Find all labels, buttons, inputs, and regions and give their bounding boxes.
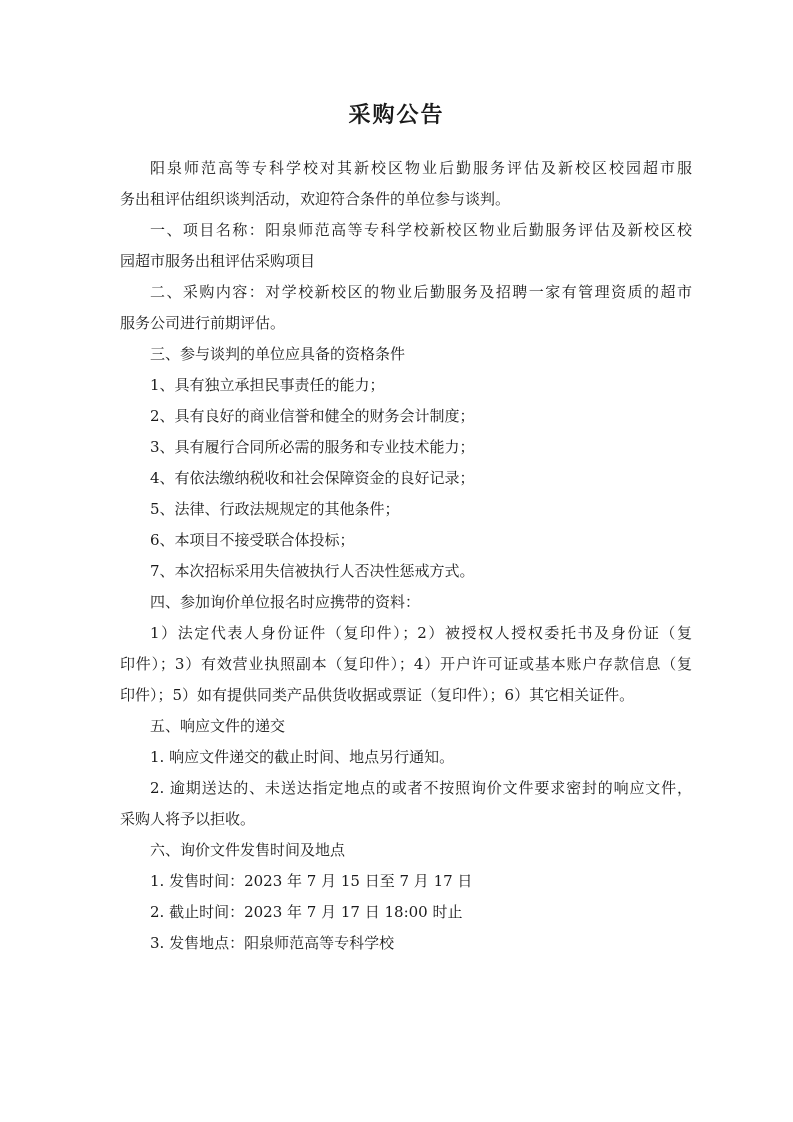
sale-item: 3. 发售地点：阳泉师范高等专科学校 [150, 934, 395, 952]
qualifications-heading: 三、参与谈判的单位应具备的资格条件 [150, 345, 406, 363]
intro-line-2: 务出租评估组织谈判活动，欢迎符合条件的单位参与谈判。 [120, 190, 511, 208]
registration-heading: 四、参加询价单位报名时应携带的资料： [150, 593, 421, 611]
qualification-item: 4、有依法缴纳税收和社会保障资金的良好记录； [150, 469, 475, 487]
registration-line-2: 印件）；3）有效营业执照副本（复印件）；4）开户许可证或基本账户存款信息（复 [120, 655, 692, 673]
response-heading: 五、响应文件的递交 [150, 717, 286, 735]
qualification-item: 3、具有履行合同所必需的服务和专业技术能力； [150, 438, 475, 456]
response-section [120, 711, 692, 835]
response-item-2-line-1: 2. 逾期送达的、未送达指定地点的或者不按照询价文件要求密封的响应文件， [150, 779, 692, 797]
sale-heading: 六、询价文件发售时间及地点 [150, 841, 346, 859]
response-item-1: 1. 响应文件递交的截止时间、地点另行通知。 [150, 748, 455, 766]
procurement-content-line-1: 二、采购内容：对学校新校区的物业后勤服务及招聘一家有管理资质的超市 [150, 283, 692, 301]
document-body [120, 153, 692, 959]
qualification-item: 6、本项目不接受联合体投标； [150, 531, 355, 549]
intro-paragraph [120, 153, 692, 215]
response-item-2-line-2: 采购人将予以拒收。 [120, 810, 256, 828]
procurement-content-paragraph [120, 277, 692, 339]
qualification-item: 7、本次招标采用失信被执行人否决性惩戒方式。 [150, 562, 475, 580]
registration-line-3: 印件）；5）如有提供同类产品供货收据或票证（复印件）；6）其它相关证件。 [120, 686, 635, 704]
registration-section [120, 587, 692, 711]
sale-item: 1. 发售时间：2023 年 7 月 15 日至 7 月 17 日 [150, 872, 473, 890]
sale-section [120, 835, 692, 959]
project-name-line-2: 园超市服务出租评估采购项目 [120, 252, 316, 270]
intro-line-1: 阳泉师范高等专科学校对其新校区物业后勤服务评估及新校区校园超市服 [150, 159, 692, 177]
registration-line-1: 1）法定代表人身份证件（复印件）；2）被授权人授权委托书及身份证（复 [150, 624, 692, 642]
sale-item: 2. 截止时间：2023 年 7 月 17 日 18:00 时止 [150, 903, 463, 921]
project-name-line-1: 一、项目名称：阳泉师范高等专科学校新校区物业后勤服务评估及新校区校 [150, 221, 692, 239]
qualification-item: 5、法律、行政法规规定的其他条件； [150, 500, 400, 518]
qualification-item: 2、具有良好的商业信誉和健全的财务会计制度； [150, 407, 475, 425]
document-title: 采购公告 [348, 103, 445, 128]
qualifications-section [120, 339, 692, 587]
project-name-paragraph [120, 215, 692, 277]
qualification-item: 1、具有独立承担民事责任的能力； [150, 376, 385, 394]
procurement-content-line-2: 服务公司进行前期评估。 [120, 314, 286, 332]
